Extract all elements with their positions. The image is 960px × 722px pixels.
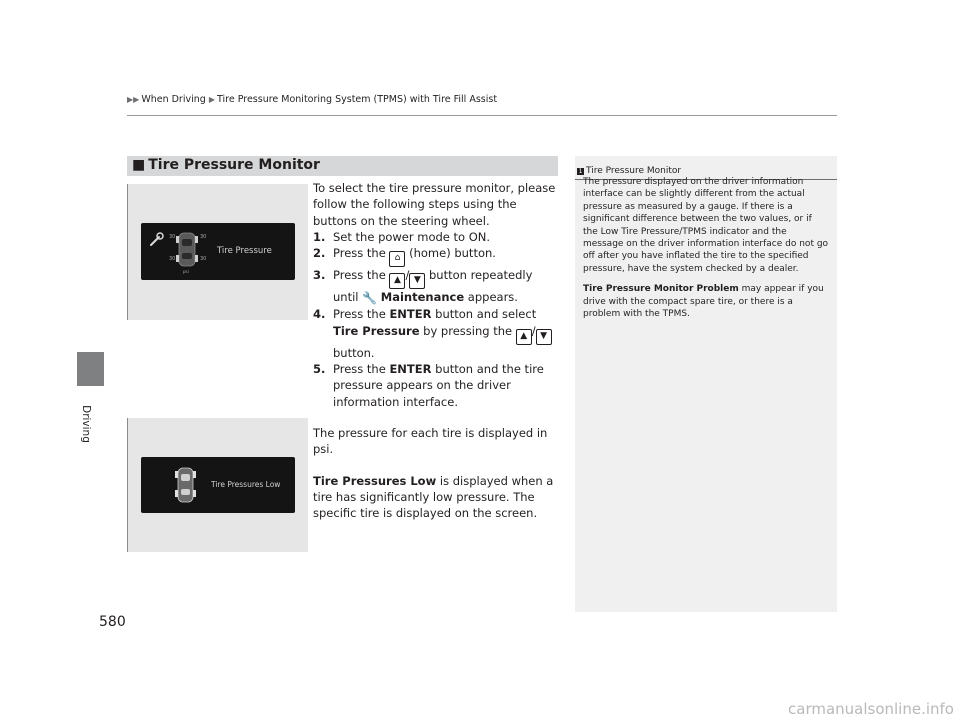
note-body: [583, 176, 829, 320]
step-3: 3. Press the ▲ / ▼ button repeatedly until 🔧 Maintenance appears.: [313, 268, 533, 306]
page-number: 580: [99, 614, 126, 630]
tire-value-rear-right: 30: [200, 256, 207, 262]
pressure-unit: psi: [183, 269, 189, 274]
note-paragraph: The pressure displayed on the driver information interface can be slightly different from the actual pressure as measured by a gauge. If there is a significant difference between the two values, or if the Low Tire Pressure/TPMS indicator and the message on the driver information interface do not go off after you have inflated the tire to the specified pressure, have the system checked by a dealer.: [583, 177, 829, 274]
chapter-tab: [77, 352, 104, 386]
home-icon: ⌂: [389, 251, 405, 267]
tire-value-rear-left: 30: [169, 256, 176, 262]
step-text: button.: [333, 345, 375, 360]
step-text: Press the: [333, 362, 386, 377]
step-5: [313, 361, 558, 410]
step-emphasis: Maintenance: [380, 290, 465, 305]
watermark: carmanualsonline.info: [788, 700, 954, 718]
step-text: (home) button.: [409, 246, 496, 261]
main-instructions: [313, 180, 558, 521]
up-arrow-icon: ▲: [389, 273, 405, 289]
down-arrow-icon: ▼: [409, 273, 425, 289]
tire-value-front-left: 30: [169, 234, 176, 240]
note-text: may appear if you drive with the compact spare tire, or there is a problem with the TPMS.: [583, 284, 824, 320]
section-heading-bar: [127, 156, 558, 176]
step-1: [313, 229, 558, 245]
step-text: Press the: [333, 268, 386, 283]
low-pressure-paragraph: [313, 473, 558, 522]
breadcrumb-arrow-icon: ▶: [208, 95, 215, 104]
tire-pressures-low-figure: [127, 418, 308, 552]
wrench-icon: [151, 233, 163, 245]
note-title: Tire Pressure Monitor: [586, 166, 682, 176]
side-note-panel: [575, 156, 837, 612]
low-pressure-term: Tire Pressures Low: [313, 473, 437, 488]
step-emphasis: ENTER: [389, 362, 432, 377]
tire-pressure-display-figure: [127, 184, 308, 320]
step-number: 2.: [313, 246, 326, 261]
step-number: 3.: [313, 268, 326, 283]
intro-paragraph: To select the tire pressure monitor, please follow the following steps using the buttons on the steering wheel.: [313, 181, 556, 228]
breadcrumb-item[interactable]: When Driving: [141, 94, 206, 105]
note-emphasis: Tire Pressure Monitor Problem: [583, 284, 739, 295]
step-text: Set the power mode to ON.: [333, 229, 491, 244]
step-number: 1.: [313, 229, 326, 244]
psi-paragraph: The pressure for each tire is displayed in psi.: [313, 425, 548, 457]
note-reference-icon: 1: [578, 168, 583, 175]
tire-value-front-right: 30: [200, 234, 207, 240]
step-number: 4.: [313, 307, 326, 322]
step-text: button repeatedly until: [333, 268, 533, 305]
note-paragraph: [583, 283, 829, 320]
low-pressure-text: is displayed when a tire has significantly low pressure. The specific tire is displayed on the screen.: [313, 473, 554, 521]
driver-info-screen: [141, 223, 295, 280]
screen-label: Tire Pressure: [217, 246, 272, 256]
step-text: button and select: [435, 307, 537, 322]
step-number: 5.: [313, 362, 326, 377]
step-text: Press the: [333, 246, 386, 261]
section-title: [132, 157, 320, 173]
step-text: appears.: [467, 290, 518, 305]
screen-label: Tire Pressures Low: [211, 480, 281, 489]
step-emphasis: Tire Pressure: [333, 323, 420, 338]
step-text: button and the tire pressure appears on the driver information interface.: [333, 362, 544, 409]
step-text: Press the: [333, 307, 386, 322]
breadcrumb-arrow-icon: ▶▶: [127, 95, 140, 104]
chapter-label: Driving: [80, 405, 92, 443]
up-arrow-icon: ▲: [516, 329, 532, 345]
header-divider: [127, 115, 837, 116]
step-text: by pressing the: [423, 323, 513, 338]
wrench-icon: 🔧: [362, 291, 378, 306]
vehicle-top-view-icon: [176, 233, 198, 266]
step-4: 4. Press the ENTER button and select Tire Pressure by pressing the ▲ / ▼ button.: [313, 306, 558, 361]
section-title-text: Tire Pressure Monitor: [148, 157, 320, 173]
driver-info-screen: [141, 457, 295, 513]
breadcrumb-item[interactable]: Tire Pressure Monitoring System (TPMS) with Tire Fill Assist: [216, 94, 498, 105]
down-arrow-icon: ▼: [536, 329, 552, 345]
step-emphasis: ENTER: [389, 307, 432, 322]
breadcrumb: [127, 94, 497, 105]
square-bullet-icon: ■: [132, 157, 146, 173]
step-2: [313, 245, 558, 267]
